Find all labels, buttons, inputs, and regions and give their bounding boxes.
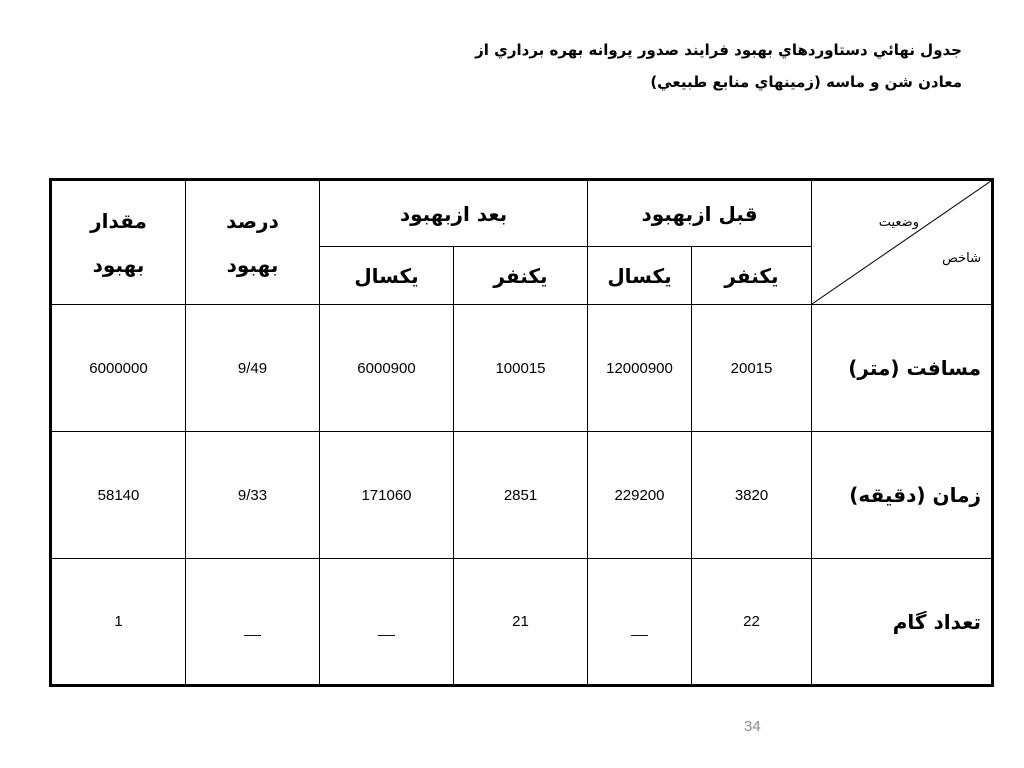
header-after-per-person: يكنفر	[454, 247, 588, 305]
slide-title-line-1: جدول نهائي دستاوردهاي بهبود فرايند صدور پروانه بهره برداري از	[475, 41, 962, 59]
corner-label-indicator: شاخص	[942, 251, 981, 266]
page-number: 34	[744, 718, 761, 735]
cell-percent: __	[186, 559, 320, 686]
cell-after-person: 2851	[454, 432, 588, 559]
slide-title-line-2: معادن شن و ماسه (زمينهاي منابع طبيعي)	[650, 73, 962, 91]
header-before-improvement: قبل ازبهبود	[588, 180, 812, 247]
row-label-distance: مسافت (متر)	[812, 305, 993, 432]
diagonal-divider	[812, 181, 991, 304]
cell-after-person: 100015	[454, 305, 588, 432]
cell-before-year: __	[588, 559, 692, 686]
cell-before-year: 229200	[588, 432, 692, 559]
cell-amount: 58140	[51, 432, 186, 559]
cell-percent: 9/33	[186, 432, 320, 559]
cell-percent: 9/49	[186, 305, 320, 432]
header-improvement-amount: مقدار بهبود	[51, 180, 186, 305]
table-row	[51, 432, 993, 559]
cell-before-year: 12000900	[588, 305, 692, 432]
cell-amount: 6000000	[51, 305, 186, 432]
results-table	[49, 178, 994, 687]
cell-before-person: 3820	[692, 432, 812, 559]
header-before-per-year: يكسال	[588, 247, 692, 305]
cell-after-year: 6000900	[320, 305, 454, 432]
corner-label-status: وضعيت	[878, 215, 919, 230]
header-after-per-year: يكسال	[320, 247, 454, 305]
header-improvement-percent: درصد بهبود	[186, 180, 320, 305]
cell-after-year: __	[320, 559, 454, 686]
header-corner-cell	[812, 180, 993, 305]
slide-title	[442, 34, 962, 98]
row-label-steps: تعداد گام	[812, 559, 993, 686]
table-row	[51, 559, 993, 686]
row-label-time: زمان (دقيقه)	[812, 432, 993, 559]
header-row-1	[51, 180, 993, 247]
cell-after-year: 171060	[320, 432, 454, 559]
cell-amount: 1	[51, 559, 186, 686]
table-row	[51, 305, 993, 432]
header-after-improvement: بعد ازبهبود	[320, 180, 588, 247]
cell-after-person: 21	[454, 559, 588, 686]
header-before-per-person: يكنفر	[692, 247, 812, 305]
cell-before-person: 20015	[692, 305, 812, 432]
cell-before-person: 22	[692, 559, 812, 686]
